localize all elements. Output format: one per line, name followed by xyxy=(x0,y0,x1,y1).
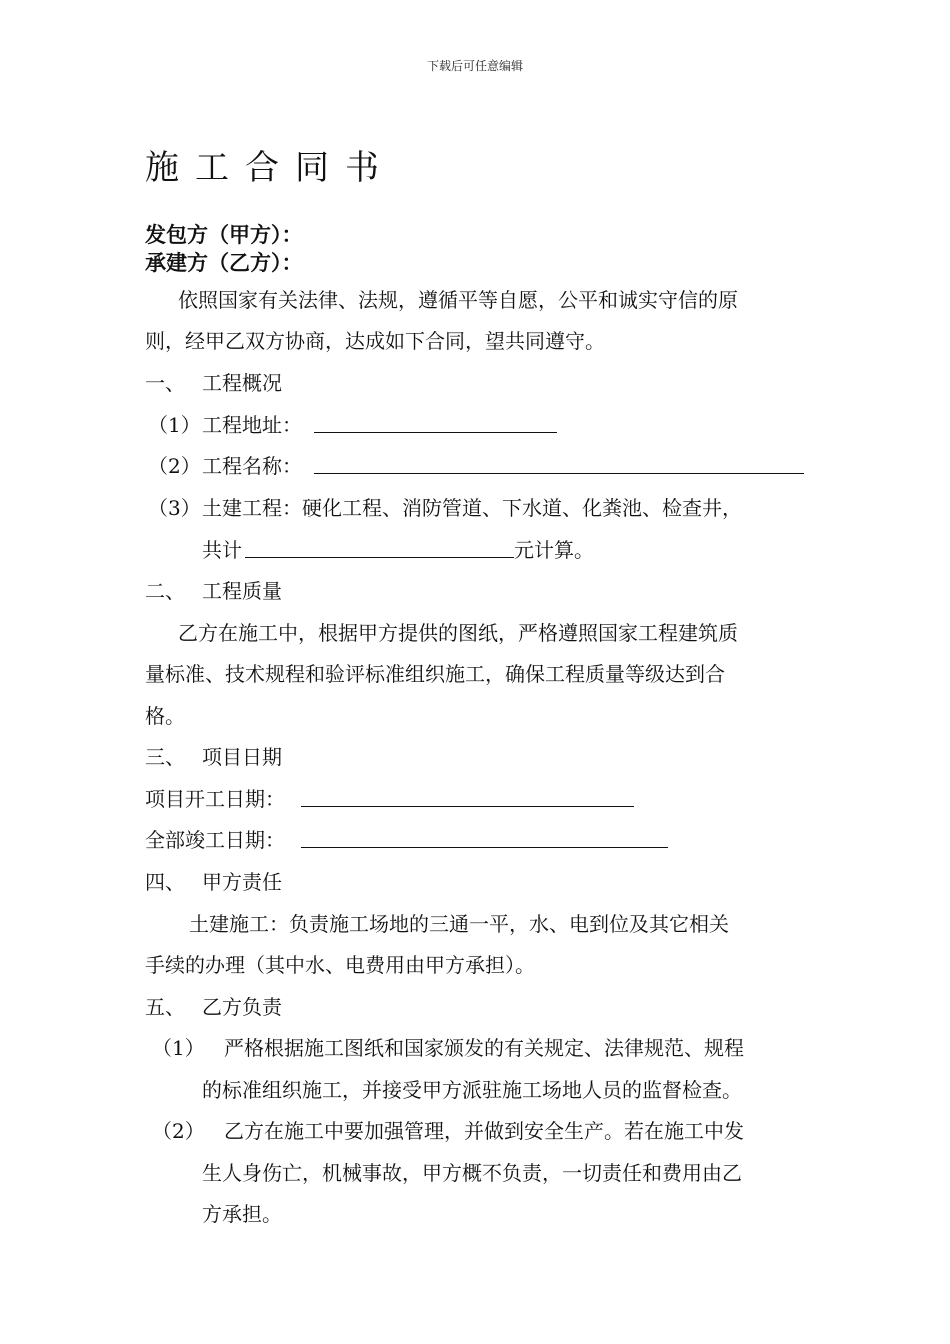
section-2-line-3: 格。 xyxy=(145,704,185,728)
item-1-3-number: （3） xyxy=(148,496,201,520)
intro-line-1: 依照国家有关法律、法规，遵循平等自愿，公平和诚实守信的原 xyxy=(178,288,738,312)
section-1-heading: 工程概况 xyxy=(202,371,282,395)
start-date-blank-2 xyxy=(546,788,634,807)
project-name-blank-1 xyxy=(314,455,558,474)
party-b-label: 承建方（乙方）： xyxy=(145,251,303,275)
item-1-1-label: 工程地址： xyxy=(202,413,302,437)
section-3-heading: 项目日期 xyxy=(202,745,282,769)
item-5-2-line-1: 乙方在施工中要加强管理，并做到安全生产。若在施工中发 xyxy=(224,1119,744,1143)
section-5-heading: 乙方负责 xyxy=(202,995,282,1019)
document-title: 施工合同书 xyxy=(145,148,395,188)
item-1-3-text: 土建工程：硬化工程、消防管道、下水道、化粪池、检查井， xyxy=(202,496,742,520)
header-watermark: 下载后可任意编辑 xyxy=(426,59,523,73)
start-date-blank-1 xyxy=(301,788,546,807)
section-5-number: 五、 xyxy=(145,995,185,1019)
item-5-2-number: （2） xyxy=(152,1119,205,1143)
item-1-2-label: 工程名称： xyxy=(202,454,302,478)
section-4-heading: 甲方责任 xyxy=(202,870,282,894)
item-1-2-number: （2） xyxy=(148,454,201,478)
total-amount-blank-2 xyxy=(491,539,514,558)
item-5-1-line-2: 的标准组织施工，并接受甲方派驻施工场地人员的监督检查。 xyxy=(202,1078,742,1102)
item-5-1-number: （1） xyxy=(152,1036,205,1060)
section-2-number: 二、 xyxy=(145,579,185,603)
item-5-2-line-2: 生人身伤亡，机械事故，甲方概不负责，一切责任和费用由乙 xyxy=(202,1161,742,1185)
party-a-label: 发包方（甲方）： xyxy=(145,223,303,247)
item-1-1-number: （1） xyxy=(148,413,201,437)
section-4-number: 四、 xyxy=(145,870,185,894)
completion-date-blank-2 xyxy=(323,829,546,848)
section-1-number: 一、 xyxy=(145,371,185,395)
total-amount-blank-1 xyxy=(245,539,491,558)
project-name-blank-2 xyxy=(558,455,804,474)
address-blank xyxy=(314,414,557,433)
section-2-line-2: 量标准、技术规程和验评标准组织施工，确保工程质量等级达到合 xyxy=(145,662,725,686)
section-3-number: 三、 xyxy=(145,745,185,769)
item-5-2-line-3: 方承担。 xyxy=(202,1202,282,1226)
section-4-line-1: 土建施工：负责施工场地的三通一平，水、电到位及其它相关 xyxy=(189,912,729,936)
completion-date-blank-3 xyxy=(546,829,668,848)
section-4-line-2: 手续的办理（其中水、电费用由甲方承担）。 xyxy=(145,953,535,977)
item-5-1-line-1: 严格根据施工图纸和国家颁发的有关规定、法律规范、规程 xyxy=(224,1036,744,1060)
item-1-3-total-suffix: 元计算。 xyxy=(514,538,594,562)
item-1-3-total-prefix: 共计 xyxy=(202,538,242,562)
section-2-heading: 工程质量 xyxy=(202,579,282,603)
completion-date-blank-1 xyxy=(301,829,323,848)
start-date-label: 项目开工日期： xyxy=(145,787,285,811)
intro-line-2: 则，经甲乙双方协商，达成如下合同，望共同遵守。 xyxy=(145,329,605,353)
completion-date-label: 全部竣工日期： xyxy=(145,828,285,852)
section-2-line-1: 乙方在施工中，根据甲方提供的图纸，严格遵照国家工程建筑质 xyxy=(178,621,738,645)
